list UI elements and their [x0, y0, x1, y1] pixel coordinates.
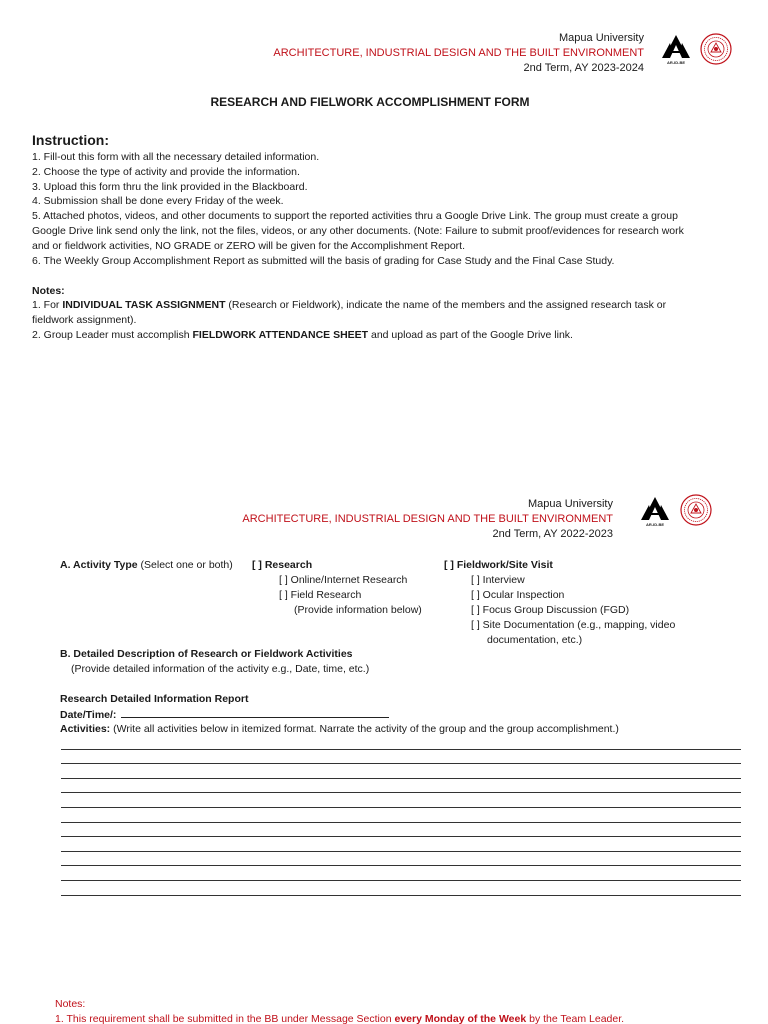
writing-line[interactable]: [61, 779, 741, 794]
header-second: [242, 497, 613, 542]
online-research-checkbox[interactable]: [ ] Online/Internet Research: [279, 574, 408, 586]
footer-notes: [55, 997, 624, 1024]
section-b-title: B. Detailed Description of Research or Fieldwork Activities: [60, 648, 353, 660]
footer-note-item: [55, 1012, 624, 1024]
writing-line[interactable]: [61, 793, 741, 808]
fieldwork-checkbox[interactable]: [ ] Fieldwork/Site Visit: [444, 559, 553, 571]
instruction-item: 6. The Weekly Group Accomplishment Report as submitted will the basis of grading for Case Study and the Final Case Study.: [32, 254, 615, 267]
term-label: 2nd Term, AY 2022-2023: [492, 528, 613, 540]
writing-line[interactable]: [61, 750, 741, 765]
logo-caption: AR-ID-BE: [667, 60, 685, 65]
instruction-item: 4. Submission shall be done every Friday of the week.: [32, 195, 284, 208]
note-text: 2. Group Leader must accomplish: [32, 328, 193, 341]
notes-list: [32, 298, 702, 342]
note-item-2: [32, 328, 702, 343]
site-documentation-checkbox[interactable]: [ ] Site Documentation (e.g., mapping, video: [471, 619, 676, 631]
activity-type-hint: (Select one or both): [137, 559, 233, 571]
footer-notes-heading: Notes:: [55, 998, 86, 1010]
activity-type-label: [60, 558, 233, 573]
writing-line[interactable]: [61, 866, 741, 881]
instruction-heading: Instruction:: [32, 132, 109, 148]
research-options: [252, 558, 422, 618]
site-documentation-continued: documentation, etc.): [487, 634, 583, 646]
ocular-inspection-checkbox[interactable]: [ ] Ocular Inspection: [471, 589, 565, 601]
arid-be-logo-icon: [640, 496, 670, 530]
university-seal-icon: [680, 494, 712, 526]
note-text: (Research or Fieldwork), indicate the name of the members and the assigned research task or fieldwork assignment).: [32, 299, 667, 326]
writing-line[interactable]: [61, 808, 741, 823]
footer-note-bold: every Monday of the Week: [394, 1013, 527, 1024]
note-item-1: [32, 298, 702, 328]
university-name: Mapua University: [559, 32, 644, 44]
note-bold: FIELDWORK ATTENDANCE SHEET: [192, 328, 369, 341]
activities-writing-area[interactable]: [61, 735, 741, 896]
interview-checkbox[interactable]: [ ] Interview: [471, 574, 525, 586]
activity-type-title: A. Activity Type: [60, 559, 138, 571]
writing-line[interactable]: [61, 764, 741, 779]
section-b: [60, 647, 369, 677]
date-time-label: Date/Time/:: [60, 709, 117, 721]
research-hint: (Provide information below): [294, 604, 422, 616]
research-checkbox[interactable]: [ ] Research: [252, 559, 313, 571]
university-name: Mapua University: [528, 498, 613, 510]
college-name: ARCHITECTURE, INDUSTRIAL DESIGN AND THE BUILT ENVIRONMENT: [242, 513, 613, 525]
date-time-field[interactable]: [121, 707, 389, 718]
writing-line[interactable]: [61, 823, 741, 838]
field-research-checkbox[interactable]: [ ] Field Research: [279, 589, 362, 601]
footer-note-text: 1. This requirement shall be submitted in the BB under Message Section: [55, 1013, 395, 1024]
college-name: ARCHITECTURE, INDUSTRIAL DESIGN AND THE BUILT ENVIRONMENT: [273, 47, 644, 59]
writing-line[interactable]: [61, 837, 741, 852]
instruction-item: 1. Fill-out this form with all the necessary detailed information.: [32, 151, 320, 163]
instruction-item: 5. Attached photos, videos, and other documents to support the reported activities thru a Google Drive Link. The group must create a group Google Drive link send only the link, not the files, videos, or any other documents. (Note: Failure to submit proof/evidences for research work and or fieldwork activities, NO GRADE or ZERO will be given for the Accomplishment Report.: [32, 210, 684, 252]
notes-heading: Notes:: [32, 285, 65, 297]
instruction-item: 3. Upload this form thru the link provided in the Blackboard.: [32, 180, 308, 193]
header-top: [273, 31, 644, 76]
writing-line[interactable]: [61, 852, 741, 867]
footer-note-text: by the Team Leader.: [526, 1013, 625, 1024]
fieldwork-options: [444, 558, 675, 648]
instruction-item: 2. Choose the type of activity and provide the information.: [32, 165, 300, 178]
writing-line[interactable]: [61, 735, 741, 750]
section-b-hint: (Provide detailed information of the activity e.g., Date, time, etc.): [71, 663, 370, 675]
university-seal-icon: [700, 33, 732, 65]
writing-line[interactable]: [61, 881, 741, 896]
arid-be-logo-icon: [661, 34, 691, 68]
term-label: 2nd Term, AY 2023-2024: [523, 62, 644, 74]
activities-label: Activities:: [60, 723, 111, 735]
report-heading: Research Detailed Information Report: [60, 693, 249, 705]
note-text: and upload as part of the Google Drive link.: [368, 328, 573, 341]
fgd-checkbox[interactable]: [ ] Focus Group Discussion (FGD): [471, 604, 630, 616]
note-text: 1. For: [32, 299, 63, 311]
logo-caption: AR-ID-BE: [646, 522, 664, 527]
activities-hint: (Write all activities below in itemized format. Narrate the activity of the group and the group accomplishment.): [110, 723, 619, 735]
note-bold: INDIVIDUAL TASK ASSIGNMENT: [62, 299, 226, 311]
instruction-list: [32, 150, 702, 268]
form-title: RESEARCH AND FIELWORK ACCOMPLISHMENT FORM: [210, 95, 530, 109]
report-section: [60, 692, 619, 737]
date-time-row: [60, 707, 619, 722]
